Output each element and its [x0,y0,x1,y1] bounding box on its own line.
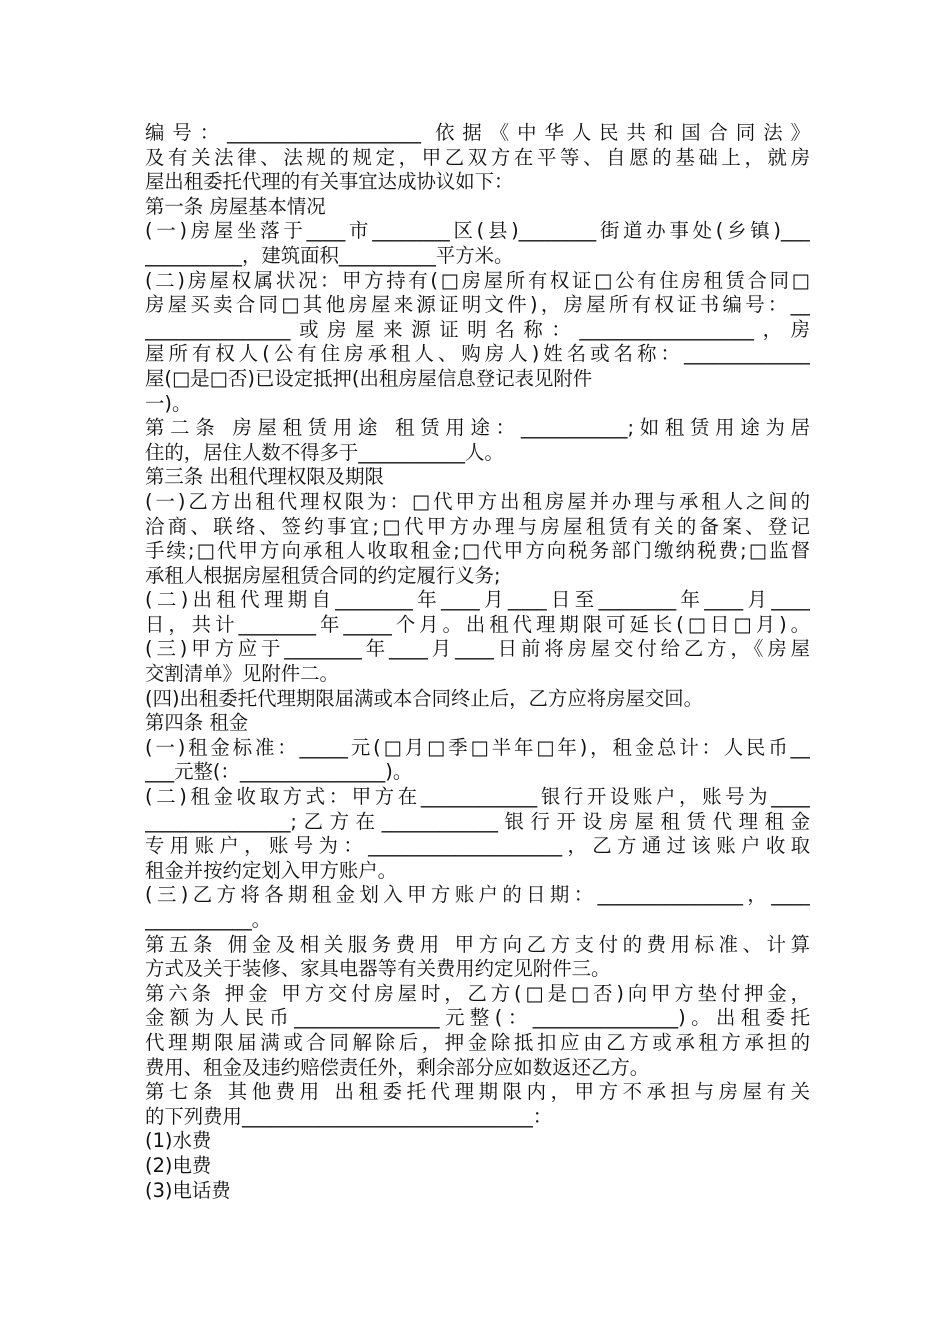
list-item: (1)水费 [145,1129,212,1153]
section-heading: 第二条 房屋租赁用途 租赁用途：___________;如租赁用途为居 [145,416,810,440]
doc-line: 及有关法律、法规的规定，甲乙双方在平等、自愿的基础上，就房 [145,145,810,169]
doc-line: 住的，居住人数不得多于___________人。 [145,440,504,464]
doc-line: ___________。 [145,908,272,931]
section-heading: 第七条 其他费用 出租委托代理期限内，甲方不承担与房屋有关 [145,1080,810,1104]
doc-line: (四)出租委托代理期限届满或本合同终止后，乙方应将房屋交回。 [145,686,704,710]
doc-line: ___元整(：_______________)。 [145,760,413,784]
doc-line: 日，共计________年_____个月。出租代理期限可延长(□日□月)。 [145,612,810,636]
list-item: (3)电话费 [145,1178,231,1202]
doc-line: 房屋买卖合同□其他房屋来源证明文件)，房屋所有权证书编号：__ [145,293,810,317]
section-heading: 第五条 佣金及相关服务费用 甲方向乙方支付的费用标准、计算 [145,932,810,956]
doc-line: _______________或房屋来源证明名称：__________________，房 [145,317,810,341]
contract-body [145,121,810,1203]
doc-line: 编号：____________________ 依据《中华人民共和国合同法》 [145,121,810,144]
doc-line: 屋所有权人(公有住房承租人、购房人)姓名或名称：_____________ [145,342,810,366]
doc-line: (一)租金标准：_____元(□月□季□半年□年)，租金总计：人民币__ [145,735,810,759]
list-item: (2)电费 [145,1153,212,1177]
section-heading: 第六条 押金 甲方交付房屋时，乙方(□是□否)向甲方垫付押金， [145,981,810,1005]
doc-line: (三)乙方将各期租金划入甲方账户的日期：_______________，____ [145,883,810,907]
doc-line: (二)出租代理期自________年____月____日至________年____月____ [145,588,810,612]
doc-line: 一)。 [145,391,192,415]
doc-line: _______________;乙方在____________银行开设房屋租赁代理租金 [145,809,810,833]
doc-line: 代理期限届满或合同解除后，押金除抵扣应由乙方或承租方承担的 [145,1030,810,1054]
doc-line: (一)乙方出租代理权限为：□代甲方出租房屋并办理与承租人之间的 [145,489,810,513]
doc-line: 专用账户，账号为：____________________，乙方通过该账户收取 [145,834,810,858]
doc-line: (一)房屋坐落于____市________区(县)________街道办事处(乡镇)___ [145,219,810,243]
section-heading: 第四条 租金 [145,711,249,735]
doc-line: 洽商、联络、签约事宜;□代甲方办理与房屋租赁有关的备案、登记 [145,514,810,538]
section-heading: 第一条 房屋基本情况 [145,194,326,218]
doc-line: 方式及关于装修、家具电器等有关费用约定见附件三。 [145,957,611,981]
doc-line: (二)租金收取方式：甲方在____________银行开设账户，账号为____ [145,785,810,809]
doc-line: 交割清单》见附件二。 [145,662,339,686]
doc-line: 金额为人民币_______________元整(：_______________)。出租委托 [145,1006,810,1030]
doc-line: (二)房屋权属状况：甲方持有(□房屋所有权证□公有住房租赁合同□ [145,268,810,292]
doc-line: 承租人根据房屋租赁合同的约定履行义务; [145,563,501,587]
doc-line: 租金并按约定划入甲方账户。 [145,858,398,882]
doc-line: 的下列费用______________________________： [145,1104,553,1128]
doc-line: 屋(□是□否)已设定抵押(出租房屋信息登记表见附件 [145,366,593,390]
doc-line: __________，建筑面积__________平方米。 [145,243,514,267]
section-heading: 第三条 出租代理权限及期限 [145,465,384,489]
doc-line: (三)甲方应于________年____月____日前将房屋交付给乙方，《房屋 [145,637,810,661]
doc-line: 屋出租委托代理的有关事宜达成协议如下： [145,170,514,194]
doc-line: 手续;□代甲方向承租人收取租金;□代甲方向税务部门缴纳税费;□监督 [145,539,810,563]
doc-line: 费用、租金及违约赔偿责任外，剩余部分应如数返还乙方。 [145,1055,650,1079]
